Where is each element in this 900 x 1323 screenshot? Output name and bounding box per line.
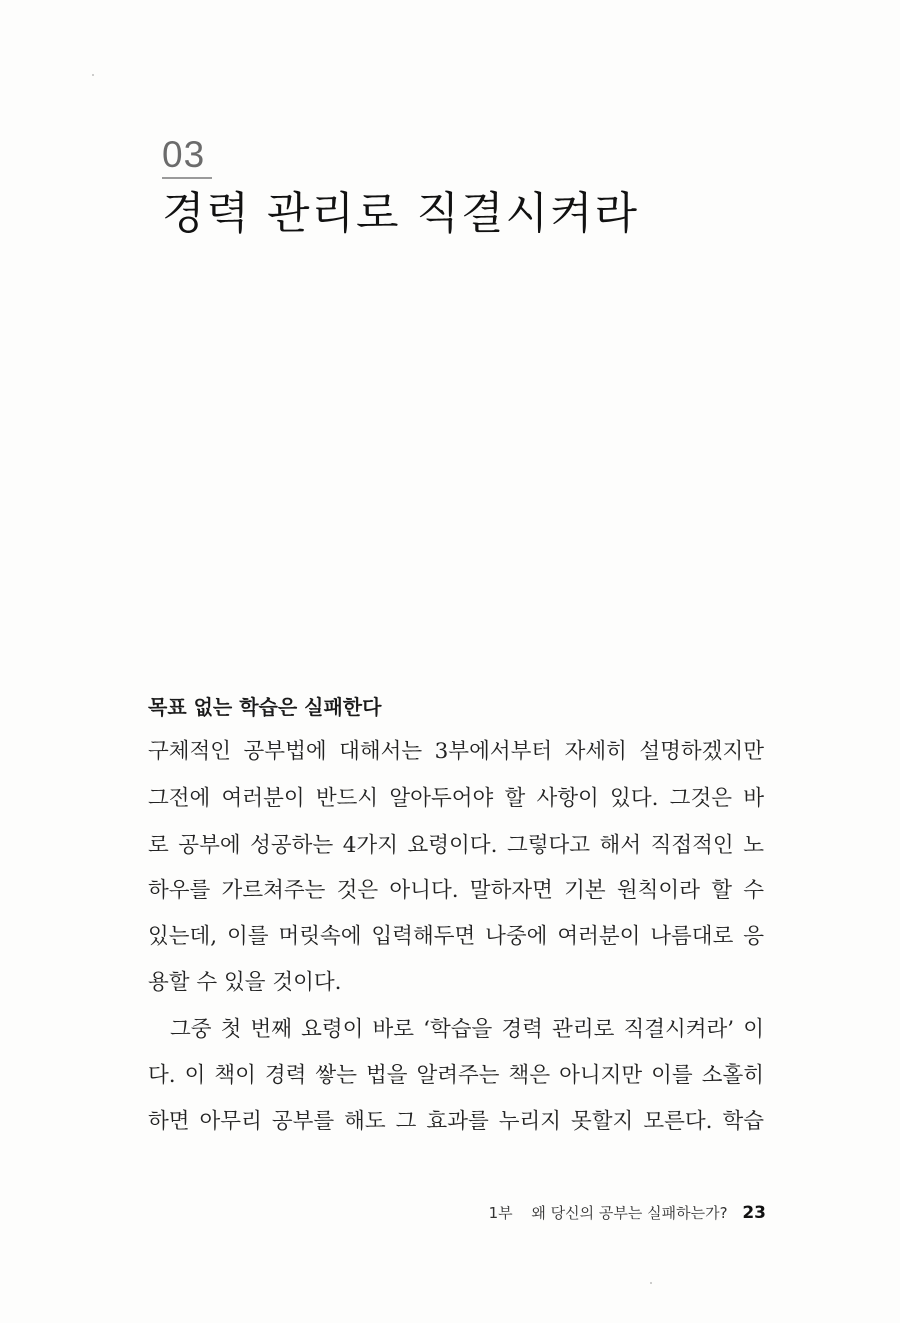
section-heading: 목표 없는 학습은 실패한다 bbox=[148, 695, 382, 719]
chapter-title: 경력 관리로 직결시켜라 bbox=[162, 188, 640, 239]
scan-speck bbox=[92, 74, 94, 76]
body-line: 로 공부에 성공하는 4가지 요령이다. 그렇다고 해서 직접적인 노 bbox=[148, 833, 764, 858]
page-number: 23 bbox=[742, 1203, 766, 1223]
body-line: 하우를 가르쳐주는 것은 아니다. 말하자면 기본 원칙이라 할 수 bbox=[148, 878, 764, 903]
body-line: 그전에 여러분이 반드시 알아두어야 할 사항이 있다. 그것은 바 bbox=[148, 786, 764, 811]
body-line: 다. 이 책이 경력 쌓는 법을 알려주는 책은 아니지만 이를 소홀히 bbox=[148, 1063, 764, 1088]
scan-speck bbox=[650, 1282, 652, 1284]
chapter-number: 03 bbox=[162, 136, 212, 179]
body-line: 용할 수 있을 것이다. bbox=[148, 970, 342, 995]
body-line: 구체적인 공부법에 대해서는 3부에서부터 자세히 설명하겠지만 bbox=[148, 739, 764, 764]
body-line: 그중 첫 번째 요령이 바로 ‘학습을 경력 관리로 직결시켜라’ 이 bbox=[170, 1017, 764, 1042]
footer-part: 1부 bbox=[488, 1204, 513, 1222]
running-footer bbox=[489, 1205, 766, 1222]
body-line: 있는데, 이를 머릿속에 입력해두면 나중에 여러분이 나름대로 응 bbox=[148, 924, 764, 949]
body-line: 하면 아무리 공부를 해도 그 효과를 누리지 못할지 모른다. 학습 bbox=[148, 1109, 764, 1134]
footer-part-title: 왜 당신의 공부는 실패하는가? bbox=[531, 1204, 728, 1222]
